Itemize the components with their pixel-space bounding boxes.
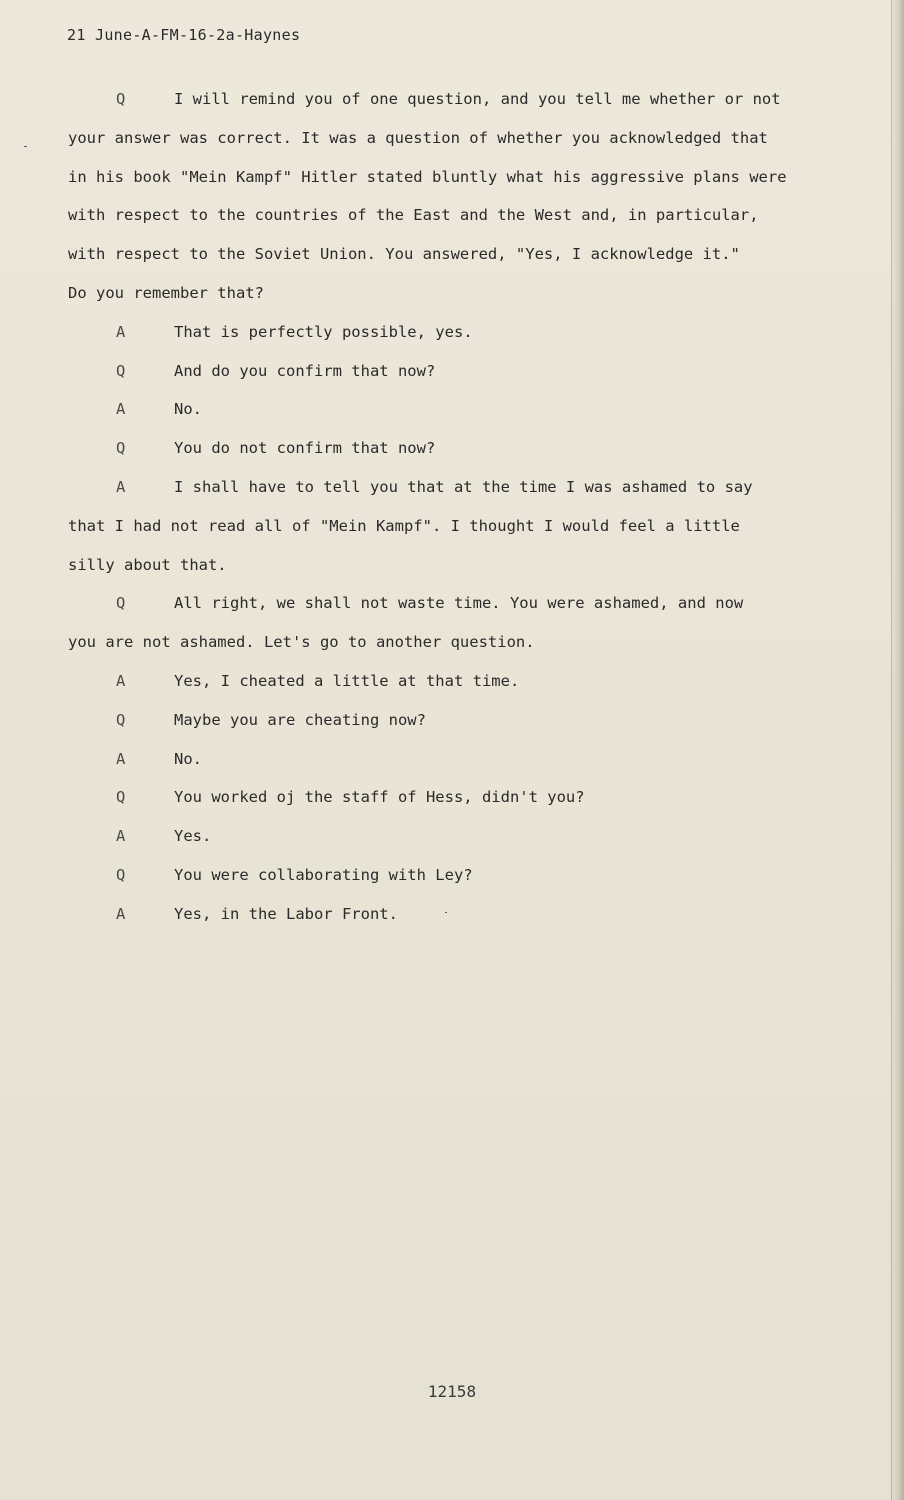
answer-entry — [68, 313, 828, 352]
paper-edge-line — [891, 0, 892, 1500]
transcript-line — [68, 274, 828, 313]
speaker-label: Q — [116, 90, 126, 108]
transcript-line — [68, 235, 828, 274]
transcript-line — [68, 352, 828, 391]
transcript-line — [68, 119, 828, 158]
line-text: And do you confirm that now? — [174, 361, 436, 380]
line-text: Yes, in the Labor Front. — [174, 904, 398, 923]
speaker-label: Q — [116, 361, 126, 380]
line-text: I shall have to tell you that at the time I was ashamed to say — [174, 477, 753, 496]
transcript-body — [68, 80, 828, 934]
speaker-label: Q — [116, 865, 126, 884]
transcript-line — [68, 895, 828, 934]
answer-entry — [68, 740, 828, 779]
line-text: you are not ashamed. Let's go to another question. — [68, 633, 535, 652]
line-text: You were collaborating with Ley? — [174, 865, 473, 884]
question-entry — [68, 778, 828, 817]
transcript-line — [68, 429, 828, 468]
transcript-line — [68, 390, 828, 429]
answer-entry — [68, 662, 828, 701]
speaker-label: Q — [116, 710, 126, 729]
page-number: 12158 — [427, 1382, 477, 1401]
transcript-line — [68, 778, 828, 817]
line-text: All right, we shall not waste time. You were ashamed, and now — [174, 594, 744, 613]
transcript-line — [68, 546, 828, 585]
line-text: You do not confirm that now? — [174, 439, 436, 458]
speaker-label: A — [116, 827, 126, 846]
question-entry — [68, 701, 828, 740]
transcript-line — [68, 468, 828, 507]
speaker-label: A — [116, 400, 126, 419]
speaker-label: A — [116, 904, 126, 923]
question-entry — [68, 429, 828, 468]
paper-edge-shadow — [890, 0, 904, 1500]
speaker-label: A — [116, 477, 126, 496]
line-text: I will remind you of one question, and you tell me whether or not — [174, 90, 781, 108]
answer-entry — [68, 390, 828, 429]
transcript-line — [68, 856, 828, 895]
transcript-line — [68, 196, 828, 235]
line-text: your answer was correct. It was a question of whether you acknowledged that — [68, 128, 768, 147]
transcript-line — [68, 740, 828, 779]
line-text: with respect to the Soviet Union. You answered, "Yes, I acknowledge it." — [68, 245, 740, 264]
speaker-label: A — [116, 749, 126, 768]
line-text: No. — [174, 749, 202, 768]
speaker-label: Q — [116, 439, 126, 458]
line-text: in his book "Mein Kampf" Hitler stated bluntly what his aggressive plans were — [68, 167, 787, 186]
answer-entry — [68, 468, 828, 584]
question-entry — [68, 856, 828, 895]
speaker-label: Q — [116, 788, 126, 807]
speaker-label: Q — [116, 594, 126, 613]
line-text: Maybe you are cheating now? — [174, 710, 426, 729]
question-entry — [68, 352, 828, 391]
paper-speck — [24, 146, 27, 147]
line-text: that I had not read all of "Mein Kampf". I thought I would feel a little — [68, 516, 740, 535]
transcript-line — [68, 623, 828, 662]
line-text: Yes. — [174, 827, 212, 846]
question-entry — [68, 584, 828, 662]
paper-speck — [445, 912, 447, 913]
line-text: silly about that. — [68, 555, 227, 574]
answer-entry — [68, 895, 828, 934]
transcript-line — [68, 80, 828, 119]
speaker-label: A — [116, 671, 126, 690]
line-text: You worked oj the staff of Hess, didn't you? — [174, 788, 585, 807]
line-text: Do you remember that? — [68, 283, 264, 302]
transcript-line — [68, 817, 828, 856]
transcript-line — [68, 158, 828, 197]
speaker-label: A — [116, 322, 126, 341]
line-text: with respect to the countries of the East and the West and, in particular, — [68, 206, 759, 225]
question-entry — [68, 80, 828, 313]
transcript-line — [68, 507, 828, 546]
line-text: That is perfectly possible, yes. — [174, 322, 473, 341]
answer-entry — [68, 817, 828, 856]
transcript-line — [68, 584, 828, 623]
transcript-line — [68, 662, 828, 701]
line-text: Yes, I cheated a little at that time. — [174, 671, 520, 690]
line-text: No. — [174, 400, 202, 419]
transcript-line — [68, 313, 828, 352]
transcript-line — [68, 701, 828, 740]
document-header: 21 June-A-FM-16-2a-Haynes — [67, 26, 301, 44]
